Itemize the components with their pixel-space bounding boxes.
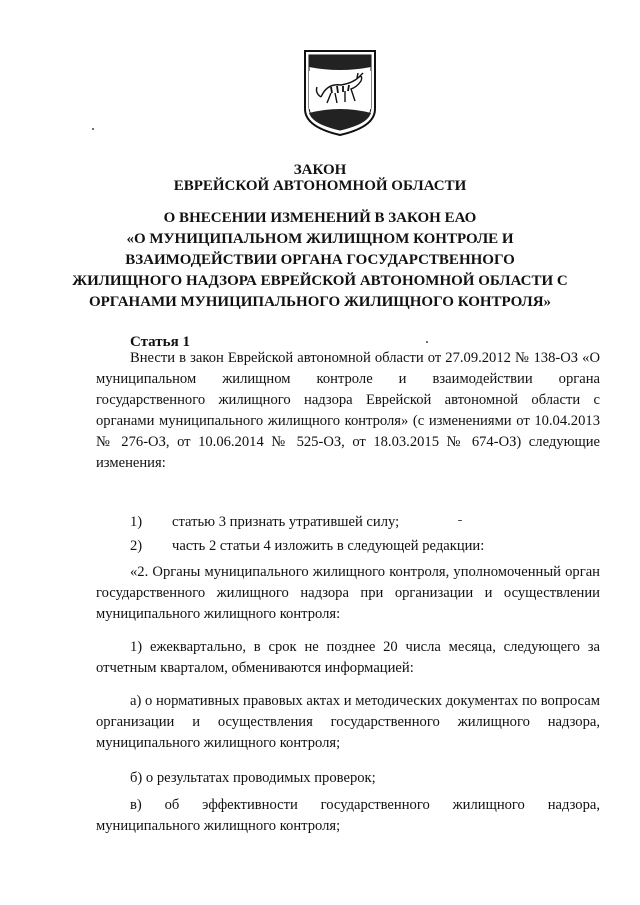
- coat-of-arms-tiger-icon: [301, 47, 379, 137]
- subtitle-line: О ВНЕСЕНИИ ИЗМЕНЕНИЙ В ЗАКОН ЕАО: [163, 210, 477, 226]
- subtitle-line: «О МУНИЦИПАЛЬНОМ ЖИЛИЩНОМ КОНТРОЛЕ И: [126, 231, 514, 247]
- list-item-number: 1): [130, 514, 143, 530]
- law-subtitle: [0, 208, 640, 313]
- subpoint-1: 1) ежеквартально, в срок не позднее 20 числа месяца, следующего за отчетным кварталом, обмениваются информацией:: [96, 639, 600, 676]
- quoted-paragraph: «2. Органы муниципального жилищного контроля, уполномоченный орган государственного жилищного надзора при организации и осуществлении муниципального жилищного контроля:: [96, 564, 600, 622]
- region-title: ЕВРЕЙСКОЙ АВТОНОМНОЙ ОБЛАСТИ: [173, 178, 467, 194]
- subtitle-line: ОРГАНАМИ МУНИЦИПАЛЬНОГО ЖИЛИЩНОГО КОНТРОЛЯ»: [88, 294, 552, 310]
- subtitle-line: ЖИЛИЩНОГО НАДЗОРА ЕВРЕЙСКОЙ АВТОНОМНОЙ ОБЛАСТИ С: [72, 273, 568, 289]
- list-item-text: часть 2 статьи 4 изложить в следующей редакции:: [172, 538, 485, 554]
- scan-speck: [426, 341, 428, 343]
- article-heading: Статья 1: [130, 334, 190, 350]
- document-type-title: ЗАКОН: [293, 162, 347, 178]
- subtitle-line: ВЗАИМОДЕЙСТВИИ ОРГАНА ГОСУДАРСТВЕННОГО: [125, 252, 515, 268]
- subpoint-b: б) о результатах проводимых проверок;: [130, 770, 376, 786]
- list-item-text: статью 3 признать утратившей силу;: [172, 514, 400, 530]
- scan-speck: [92, 128, 94, 130]
- subpoint-a: а) о нормативных правовых актах и методических документах по вопросам организации и осуществления государственного жилищного надзора, муниципального жилищного контроля;: [96, 693, 600, 751]
- list-item-number: 2): [130, 538, 143, 554]
- subpoint-c: в) об эффективности государственного жилищного надзора, муниципального жилищного контроля;: [96, 797, 600, 834]
- scan-speck: [458, 520, 462, 521]
- article-intro-paragraph: Внести в закон Еврейской автономной области от 27.09.2012 № 138-ОЗ «О муниципальном жилищном контроле и взаимодействии органа государственного жилищного надзора Еврейской автономной области с органами муниципального жилищного контроля» (с изменениями от 10.04.2013 № 276-ОЗ, от 10.06.2014 № 525-ОЗ, от 18.03.2015 № 674-ОЗ) следующие изменения:: [96, 350, 600, 471]
